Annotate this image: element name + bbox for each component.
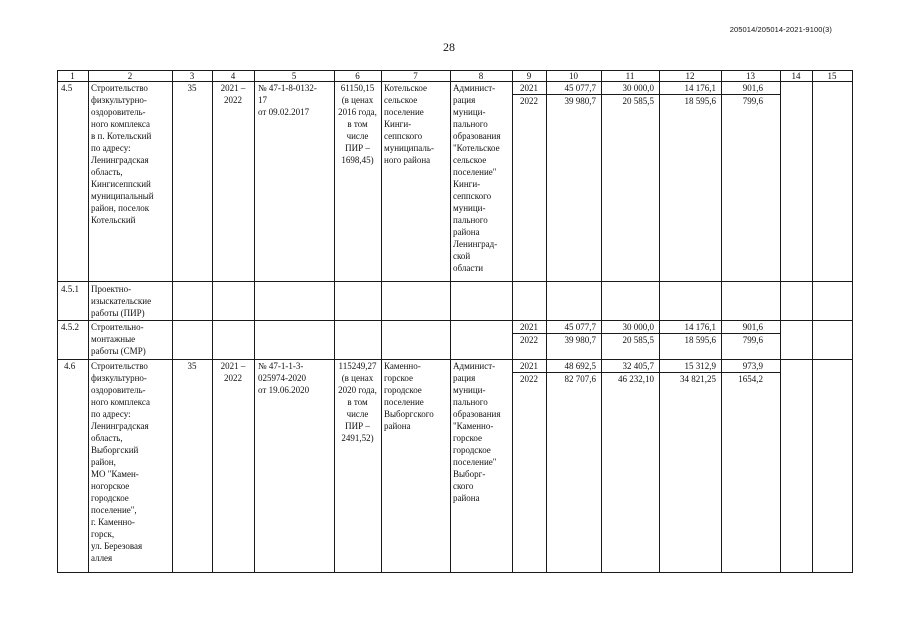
column-header: 6 (355, 71, 360, 81)
amount-local: 799,6 (742, 335, 763, 345)
expertise-value: № 47-1-8-0132- 17 от 09.02.2017 (258, 83, 317, 117)
column-header: 14 (791, 71, 801, 81)
year-value: 2022 (520, 335, 538, 345)
row-number: 4.5 (61, 83, 73, 93)
amount-federal: 20 585,5 (622, 96, 654, 106)
column-header: 9 (526, 71, 532, 81)
column-header: 5 (291, 71, 297, 81)
document-id: 205014/205014-2021-9100(3) (729, 25, 832, 34)
amount-federal: 32 405,7 (622, 361, 654, 371)
period-value: 2021 – 2022 (220, 83, 246, 105)
page-number: 28 (443, 40, 455, 54)
amount-local: 901,6 (742, 83, 763, 93)
column-header: 15 (827, 71, 837, 81)
column-divider (212, 70, 213, 573)
year-value: 2021 (520, 83, 538, 93)
amount-local: 901,6 (742, 322, 763, 332)
row-number: 4.5.1 (61, 284, 79, 294)
amount-regional: 18 595,6 (684, 335, 716, 345)
amount-local: 799,6 (742, 96, 763, 106)
amount-total: 82 707,6 (564, 374, 596, 384)
column-header: 8 (478, 71, 484, 81)
row-divider (57, 281, 853, 282)
location-value: Котельское сельское поселение Кинги- сеппского муниципаль- ного района (384, 83, 434, 165)
capacity-value: 35 (187, 83, 197, 93)
amount-local: 1654,2 (738, 374, 763, 384)
column-divider (57, 70, 58, 573)
expertise-value: № 47-1-1-3- 025974-2020 от 19.06.2020 (258, 361, 310, 395)
cost-value: 115249,27 (в ценах 2020 года, в том числе ПИР – 2491,52) (338, 361, 377, 443)
column-header: 2 (127, 71, 133, 81)
year-value: 2021 (520, 322, 538, 332)
column-divider (780, 70, 781, 573)
object-name: Строительство физкультурно- оздоровитель- ного комплекса по адресу: Ленинградская область, Выборгский район, МО "Камен- ногорское городское поселение", г. Каменно- горск, ул. Березовая аллея (91, 361, 151, 563)
amount-total: 45 077,7 (564, 83, 596, 93)
column-header: 1 (70, 71, 75, 81)
year-value: 2022 (520, 374, 538, 384)
amount-local: 973,9 (742, 361, 763, 371)
amount-total: 45 077,7 (564, 322, 596, 332)
capacity-value: 35 (187, 361, 197, 371)
column-header: 7 (413, 71, 418, 81)
amount-total: 39 980,7 (564, 335, 596, 345)
amount-federal: 30 000,0 (622, 322, 654, 332)
column-header: 3 (189, 71, 195, 81)
column-header: 4 (230, 71, 236, 81)
period-value: 2021 – 2022 (220, 361, 246, 383)
year-value: 2021 (520, 361, 538, 371)
column-header: 13 (746, 71, 755, 81)
row-number: 4.6 (64, 361, 76, 371)
column-divider (450, 70, 451, 573)
object-name: Проектно- изыскательские работы (ПИР) (91, 284, 152, 318)
amount-total: 48 692,5 (564, 361, 596, 371)
column-header: 10 (569, 71, 578, 81)
customer-value: Админист- рация муници- пального образования "Каменно- горское городское поселение" Выборг- ского района (453, 361, 501, 503)
amount-regional: 18 595,6 (684, 96, 716, 106)
amount-regional: 14 176,1 (684, 322, 716, 332)
amount-total: 39 980,7 (564, 96, 596, 106)
table-border-bottom (57, 572, 853, 573)
column-header: 11 (625, 71, 635, 81)
location-value: Каменно- горское городское поселение Выборгского района (384, 361, 434, 431)
amount-federal: 46 232,10 (618, 374, 654, 384)
amount-federal: 20 585,5 (622, 335, 654, 345)
amount-federal: 30 000,0 (622, 83, 654, 93)
year-value: 2022 (520, 96, 538, 106)
column-divider (254, 70, 255, 573)
column-divider (381, 70, 382, 573)
column-divider (88, 70, 89, 573)
amount-regional: 14 176,1 (684, 83, 716, 93)
table-border-right (852, 70, 853, 573)
column-header: 12 (685, 71, 695, 81)
column-divider (812, 70, 813, 573)
customer-value: Админист- рация муници- пального образования "Котельское сельское поселение" Кинги- сеппского муници- пального района Ленинград- ской области (453, 83, 501, 273)
row-number: 4.5.2 (61, 322, 79, 332)
cost-value: 61150,15 (в ценах 2016 года, в том числе ПИР – 1698,45) (338, 83, 377, 165)
amount-regional: 34 821,25 (680, 374, 716, 384)
object-name: Строительство физкультурно- оздоровитель- ного комплекса в п. Котельский по адресу: Ленинградская область, Кингисеппский муниципальный район, поселок Котельский (91, 83, 154, 225)
object-name: Строительно- монтажные работы (СМР) (91, 322, 146, 356)
amount-regional: 15 312,9 (684, 361, 716, 371)
